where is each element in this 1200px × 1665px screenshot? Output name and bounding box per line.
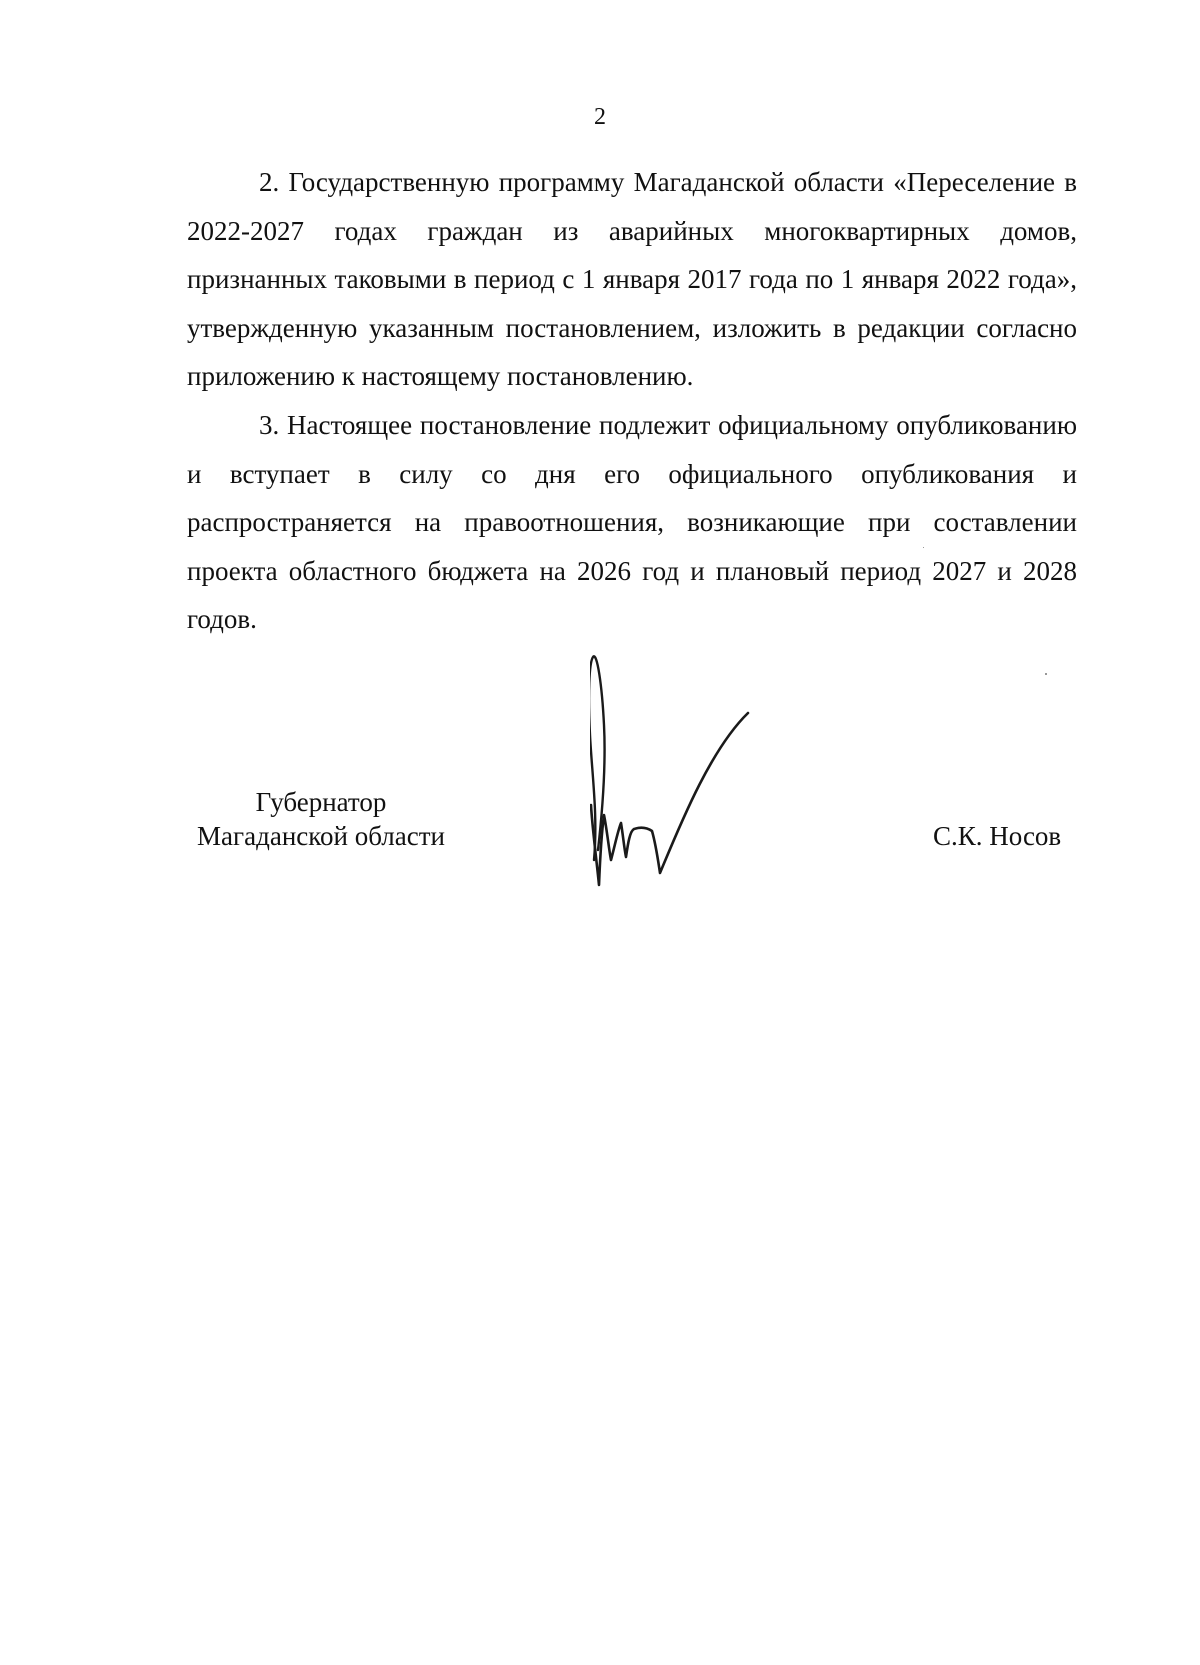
signer-title (186, 785, 456, 853)
paragraph-3: 3. Настоящее постановление подлежит официальному опубликованию и вступает в силу со дня его официального опубликования и распространяется на правоотношения, возникающие при составлении проекта областного бюджета на 2026 год и плановый период 2027 и 2028 годов. (187, 409, 1077, 635)
handwritten-signature (590, 655, 800, 895)
scan-speck (923, 547, 924, 548)
page-number: 2 (594, 104, 606, 130)
scan-speck (1045, 673, 1047, 675)
signer-title-line-2: Магаданской области (197, 821, 445, 851)
signer-name: С.К. Носов (933, 821, 1062, 851)
document-body (187, 158, 1077, 644)
signature-wave-stroke (591, 713, 748, 885)
paragraph-2: 2. Государственную программу Магаданской области «Переселение в 2022-2027 годах граждан из аварийных многоквартирных домов, признанных таковыми в период с 1 января 2017 года по 1 января 2022 года», утвержденную указанным постановлением, изложить в редакции согласно приложению к настоящему постановлению. (187, 167, 1077, 392)
signer-title-line-1: Губернатор (255, 787, 387, 817)
